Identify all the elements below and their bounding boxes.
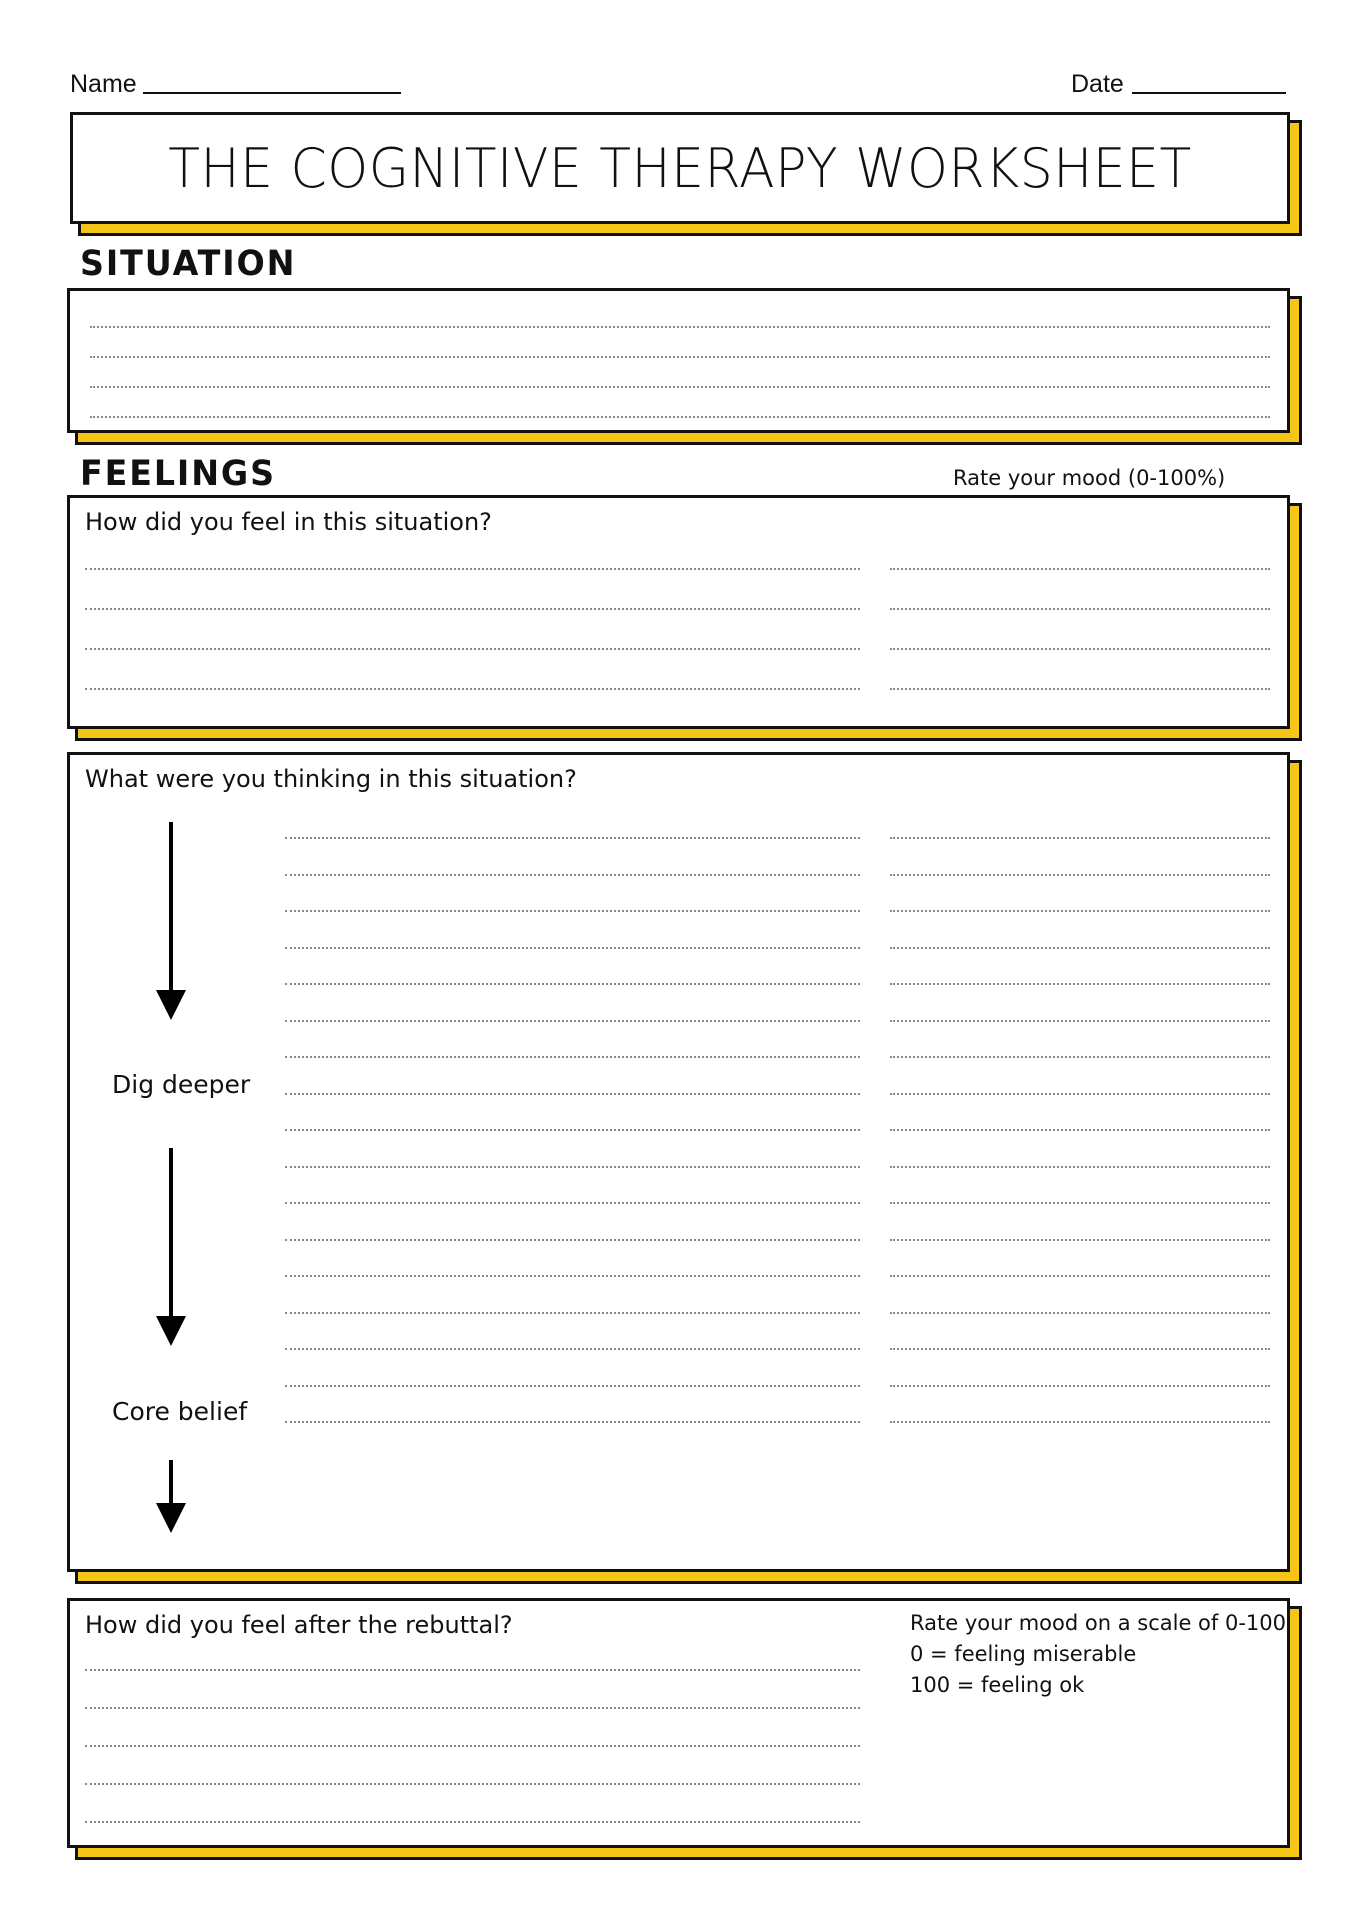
thought-rating-line[interactable] (890, 910, 1270, 912)
mood-scale-low: 0 = feeling miserable (910, 1642, 1137, 1666)
rebuttal-line[interactable] (85, 1783, 860, 1785)
thought-line[interactable] (285, 1348, 860, 1350)
situation-heading: SITUATION (80, 244, 297, 284)
thought-rating-line[interactable] (890, 1093, 1270, 1095)
thought-line[interactable] (285, 874, 860, 876)
thought-rating-line[interactable] (890, 1166, 1270, 1168)
thought-line[interactable] (285, 983, 860, 985)
thought-line[interactable] (285, 1275, 860, 1277)
name-field[interactable] (143, 92, 401, 94)
thought-rating-line[interactable] (890, 983, 1270, 985)
thought-line[interactable] (285, 1421, 860, 1423)
mood-rating-line[interactable] (890, 568, 1270, 570)
page-title: THE COGNITIVE THERAPY WORKSHEET (168, 137, 1192, 201)
situation-line[interactable] (90, 386, 1270, 388)
situation-line[interactable] (90, 326, 1270, 328)
date-label: Date (1071, 70, 1124, 98)
core-belief-label: Core belief (112, 1397, 248, 1426)
name-label: Name (70, 70, 137, 98)
mood-scale-title: Rate your mood on a scale of 0-100 (910, 1611, 1286, 1635)
thought-line[interactable] (285, 910, 860, 912)
situation-line[interactable] (90, 416, 1270, 418)
rebuttal-panel[interactable] (67, 1598, 1290, 1848)
thought-line[interactable] (285, 1020, 860, 1022)
feelings-line[interactable] (85, 688, 860, 690)
thought-rating-line[interactable] (890, 1275, 1270, 1277)
thought-line[interactable] (285, 1129, 860, 1131)
rebuttal-line[interactable] (85, 1707, 860, 1709)
arrow-down-icon (169, 1460, 173, 1505)
thought-rating-line[interactable] (890, 1421, 1270, 1423)
arrow-down-icon (169, 1148, 173, 1318)
rebuttal-prompt: How did you feel after the rebuttal? (85, 1611, 513, 1639)
thought-rating-line[interactable] (890, 1312, 1270, 1314)
feelings-heading: FEELINGS (80, 454, 276, 494)
thought-rating-line[interactable] (890, 837, 1270, 839)
rebuttal-line[interactable] (85, 1821, 860, 1823)
thought-rating-line[interactable] (890, 1020, 1270, 1022)
thought-line[interactable] (285, 947, 860, 949)
thinking-prompt: What were you thinking in this situation? (85, 765, 577, 793)
thought-line[interactable] (285, 837, 860, 839)
arrow-head-icon (156, 1503, 186, 1533)
situation-panel[interactable] (67, 288, 1290, 433)
feelings-line[interactable] (85, 648, 860, 650)
rebuttal-line[interactable] (85, 1745, 860, 1747)
mood-scale-high: 100 = feeling ok (910, 1673, 1085, 1697)
thought-line[interactable] (285, 1239, 860, 1241)
thought-rating-line[interactable] (890, 947, 1270, 949)
thought-rating-line[interactable] (890, 1056, 1270, 1058)
arrow-head-icon (156, 990, 186, 1020)
rebuttal-line[interactable] (85, 1669, 860, 1671)
rate-mood-label: Rate your mood (0-100%) (953, 466, 1226, 490)
thought-line[interactable] (285, 1312, 860, 1314)
thought-rating-line[interactable] (890, 1385, 1270, 1387)
feelings-panel[interactable] (67, 495, 1290, 729)
thought-line[interactable] (285, 1093, 860, 1095)
thinking-panel[interactable] (67, 752, 1290, 1572)
thought-line[interactable] (285, 1056, 860, 1058)
title-panel (70, 112, 1290, 224)
arrow-down-icon (169, 822, 173, 992)
feelings-prompt: How did you feel in this situation? (85, 508, 492, 536)
thought-rating-line[interactable] (890, 1348, 1270, 1350)
thought-rating-line[interactable] (890, 1239, 1270, 1241)
thought-line[interactable] (285, 1166, 860, 1168)
mood-rating-line[interactable] (890, 648, 1270, 650)
feelings-line[interactable] (85, 568, 860, 570)
situation-line[interactable] (90, 356, 1270, 358)
thought-line[interactable] (285, 1385, 860, 1387)
arrow-head-icon (156, 1316, 186, 1346)
mood-rating-line[interactable] (890, 688, 1270, 690)
dig-deeper-label: Dig deeper (112, 1070, 251, 1099)
mood-rating-line[interactable] (890, 608, 1270, 610)
thought-line[interactable] (285, 1202, 860, 1204)
feelings-line[interactable] (85, 608, 860, 610)
thought-rating-line[interactable] (890, 1202, 1270, 1204)
thought-rating-line[interactable] (890, 1129, 1270, 1131)
thought-rating-line[interactable] (890, 874, 1270, 876)
date-field[interactable] (1132, 92, 1286, 94)
